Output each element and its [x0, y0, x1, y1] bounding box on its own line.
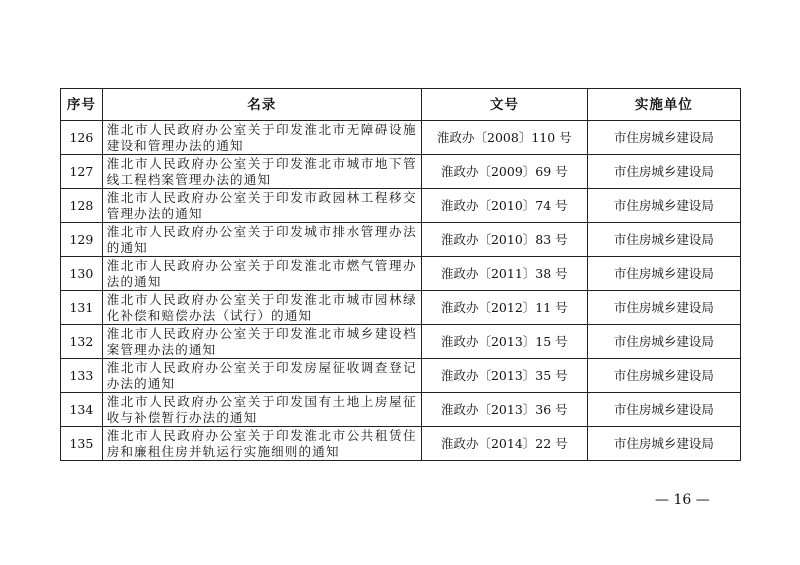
table-row — [61, 359, 741, 393]
row-title: 淮北市人民政府办公室关于印发淮北市公共租赁住房和廉租住房并轨运行实施细则的通知 — [102, 427, 421, 461]
row-doc-no: 淮政办〔2011〕38 号 — [421, 257, 587, 291]
row-unit: 市住房城乡建设局 — [587, 189, 740, 223]
row-seq: 134 — [61, 393, 103, 427]
row-doc-no: 淮政办〔2010〕83 号 — [421, 223, 587, 257]
row-doc-no: 淮政办〔2013〕36 号 — [421, 393, 587, 427]
table-header — [61, 89, 741, 121]
catalog-table — [60, 88, 741, 461]
row-title: 淮北市人民政府办公室关于印发淮北市城乡建设档案管理办法的通知 — [102, 325, 421, 359]
row-unit: 市住房城乡建设局 — [587, 359, 740, 393]
row-title: 淮北市人民政府办公室关于印发淮北市燃气管理办法的通知 — [102, 257, 421, 291]
row-doc-no: 淮政办〔2012〕11 号 — [421, 291, 587, 325]
row-seq: 135 — [61, 427, 103, 461]
row-unit: 市住房城乡建设局 — [587, 155, 740, 189]
row-unit: 市住房城乡建设局 — [587, 325, 740, 359]
row-title: 淮北市人民政府办公室关于印发房屋征收调查登记办法的通知 — [102, 359, 421, 393]
row-seq: 130 — [61, 257, 103, 291]
row-unit: 市住房城乡建设局 — [587, 121, 740, 155]
row-seq: 128 — [61, 189, 103, 223]
row-seq: 126 — [61, 121, 103, 155]
row-seq: 131 — [61, 291, 103, 325]
header-row — [61, 89, 741, 121]
table-row — [61, 291, 741, 325]
header-unit: 实施单位 — [587, 89, 740, 121]
row-title: 淮北市人民政府办公室关于印发淮北市城市园林绿化补偿和赔偿办法（试行）的通知 — [102, 291, 421, 325]
row-title: 淮北市人民政府办公室关于印发城市排水管理办法的通知 — [102, 223, 421, 257]
row-doc-no: 淮政办〔2013〕35 号 — [421, 359, 587, 393]
table-row — [61, 325, 741, 359]
row-unit: 市住房城乡建设局 — [587, 257, 740, 291]
row-seq: 132 — [61, 325, 103, 359]
row-title: 淮北市人民政府办公室关于印发淮北市无障碍设施建设和管理办法的通知 — [102, 121, 421, 155]
row-unit: 市住房城乡建设局 — [587, 427, 740, 461]
row-seq: 133 — [61, 359, 103, 393]
row-unit: 市住房城乡建设局 — [587, 393, 740, 427]
table-row — [61, 223, 741, 257]
row-unit: 市住房城乡建设局 — [587, 223, 740, 257]
row-doc-no: 淮政办〔2013〕15 号 — [421, 325, 587, 359]
row-title: 淮北市人民政府办公室关于印发市政园林工程移交管理办法的通知 — [102, 189, 421, 223]
header-doc-no: 文号 — [421, 89, 587, 121]
header-seq: 序号 — [61, 89, 103, 121]
table-row — [61, 257, 741, 291]
table-row — [61, 155, 741, 189]
table-row — [61, 393, 741, 427]
row-doc-no: 淮政办〔2008〕110 号 — [421, 121, 587, 155]
table-row — [61, 121, 741, 155]
row-doc-no: 淮政办〔2014〕22 号 — [421, 427, 587, 461]
row-doc-no: 淮政办〔2009〕69 号 — [421, 155, 587, 189]
row-doc-no: 淮政办〔2010〕74 号 — [421, 189, 587, 223]
row-title: 淮北市人民政府办公室关于印发国有土地上房屋征收与补偿暂行办法的通知 — [102, 393, 421, 427]
table-row — [61, 189, 741, 223]
header-title: 名录 — [102, 89, 421, 121]
row-unit: 市住房城乡建设局 — [587, 291, 740, 325]
row-seq: 129 — [61, 223, 103, 257]
page-number: — 16 — — [655, 492, 710, 508]
table-body — [61, 121, 741, 461]
row-title: 淮北市人民政府办公室关于印发淮北市城市地下管线工程档案管理办法的通知 — [102, 155, 421, 189]
table-row — [61, 427, 741, 461]
row-seq: 127 — [61, 155, 103, 189]
